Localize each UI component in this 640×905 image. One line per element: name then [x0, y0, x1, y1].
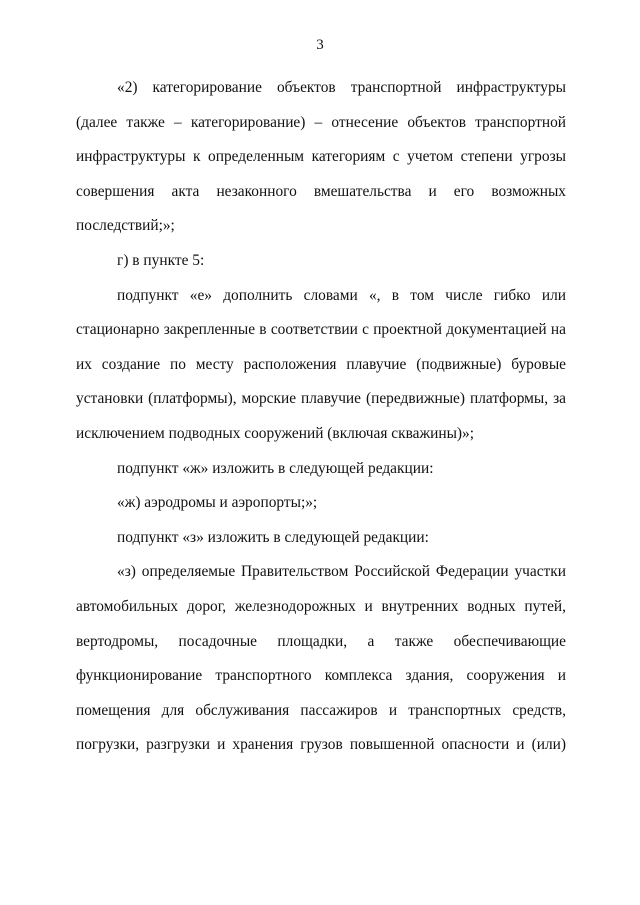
paragraph-subpoint-zh-intro: подпункт «ж» изложить в следующей редакции: — [117, 459, 434, 477]
paragraph-subpoint-zh-text: «ж) аэродромы и аэропорты;»; — [117, 494, 318, 512]
page-number: 3 — [316, 37, 324, 53]
paragraph-point-5-heading: г) в пункте 5: — [117, 251, 205, 269]
paragraph-categorization-definition: «2) категорирование объектов транспортной инфраструктуры (далее также – категорирование) – отнесение объектов транспортной инфраструктуры к определенным категориям с учетом степени угрозы совершения акта незаконного вмешательства и его возможных последствий;»; — [76, 79, 566, 235]
paragraph-subpoint-e-amendment: подпункт «е» дополнить словами «, в том числе гибко или стационарно закрепленные в соответствии с проектной документацией на их создание по месту расположения плавучие (подвижные) буровые установки (платформы), морские плавучие (передвижные) платформы, за исключением подводных сооружений (включая скважины)»; — [76, 286, 566, 442]
document-body — [76, 71, 566, 763]
paragraph-subpoint-z-text: «з) определяемые Правительством Российской Федерации участки автомобильных дорог, железнодорожных и внутренних водных путей, вертодромы, посадочные площадки, а также обеспечивающие функционирование транспортного комплекса здания, сооружения и помещения для обслуживания пассажиров и транспортных средств, погрузки, разгрузки и хранения грузов повышенной опасности и (или) — [76, 563, 566, 754]
paragraph-subpoint-z-intro: подпункт «з» изложить в следующей редакции: — [117, 528, 429, 546]
